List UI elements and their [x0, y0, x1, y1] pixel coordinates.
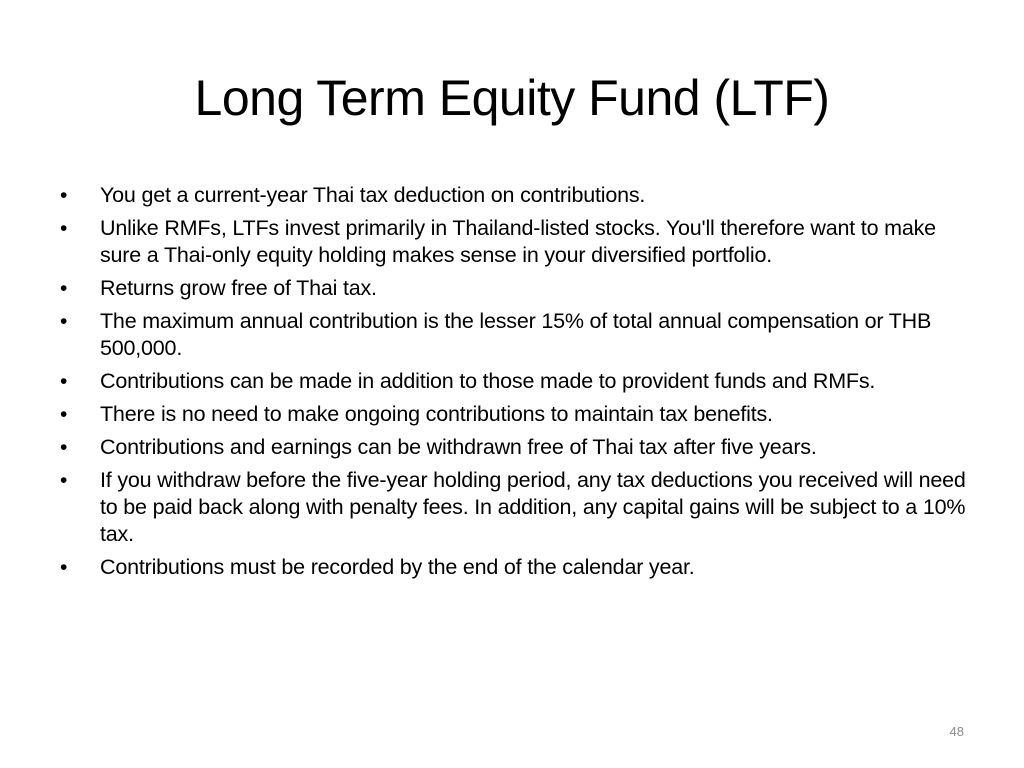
bullet-text: Unlike RMFs, LTFs invest primarily in Thailand-listed stocks. You'll therefore want to make sure a Thai-only equity holding makes sense in your diversified portfolio. — [100, 216, 936, 267]
bullet-text: Contributions can be made in addition to those made to provident funds and RMFs. — [100, 369, 876, 393]
bullet-item — [56, 467, 976, 548]
bullet-dot-icon: • — [60, 370, 68, 393]
bullet-text: Returns grow free of Thai tax. — [100, 276, 377, 300]
bullet-dot-icon: • — [60, 310, 68, 333]
bullet-text: There is no need to make ongoing contributions to maintain tax benefits. — [100, 402, 773, 426]
bullet-dot-icon: • — [60, 556, 68, 579]
bullet-item — [56, 182, 976, 209]
bullet-dot-icon: • — [60, 217, 68, 240]
bullet-item — [56, 434, 976, 461]
page-number: 48 — [949, 724, 964, 739]
bullet-item — [56, 275, 976, 302]
bullet-dot-icon: • — [60, 184, 68, 207]
bullet-text: If you withdraw before the five-year holding period, any tax deductions you received will need to be paid back along with penalty fees. In addition, any capital gains will be subject to a 10% tax. — [100, 468, 966, 546]
bullet-text: The maximum annual contribution is the lesser 15% of total annual compensation or THB 500,000. — [100, 309, 932, 360]
bullet-item — [56, 401, 976, 428]
bullet-item — [56, 215, 976, 269]
bullet-item — [56, 368, 976, 395]
slide-title: Long Term Equity Fund (LTF) — [194, 70, 830, 126]
bullet-dot-icon: • — [60, 469, 68, 492]
bullet-dot-icon: • — [60, 403, 68, 426]
bullet-text: Contributions and earnings can be withdrawn free of Thai tax after five years. — [100, 435, 817, 459]
bullet-text: You get a current-year Thai tax deduction on contributions. — [100, 183, 646, 207]
bullet-item — [56, 554, 976, 581]
bullet-text: Contributions must be recorded by the end of the calendar year. — [100, 555, 695, 579]
bullet-list — [56, 182, 976, 587]
bullet-dot-icon: • — [60, 436, 68, 459]
bullet-dot-icon: • — [60, 277, 68, 300]
bullet-item — [56, 308, 976, 362]
